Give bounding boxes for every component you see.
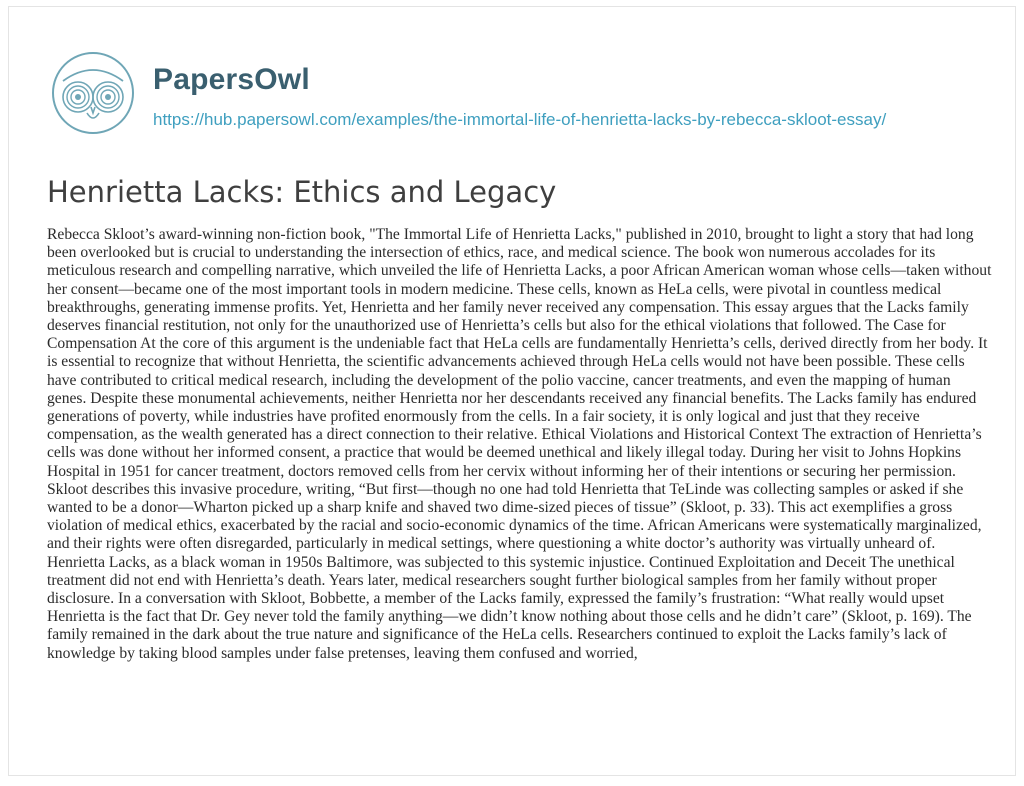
page-header: [47, 29, 1007, 169]
brand-name: PapersOwl: [153, 63, 310, 96]
essay-page: [8, 6, 1016, 776]
essay-body: Rebecca Skloot’s award-winning non-fiction book, "The Immortal Life of Henrietta Lacks," published in 2010, brought to light a story that had long been overlooked but is crucial to understanding the intersection of ethics, race, and medical science. The book won numerous accolades for its meticulous research and compelling narrative, which unveiled the life of Henrietta Lacks, a poor African American woman whose cells—taken without her consent—became one of the most important tools in modern medicine. These cells, known as HeLa cells, were pivotal in countless medical breakthroughs, generating immense profits. Yet, Henrietta and her family never received any compensation. This essay argues that the Lacks family deserves financial restitution, not only for the unauthorized use of Henrietta’s cells but also for the ethical violations that followed. The Case for Compensation At the core of this argument is the undeniable fact that HeLa cells are fundamentally Henrietta’s cells, derived directly from her body. It is essential to recognize that without Henrietta, the scientific advancements achieved through HeLa cells would not have been possible. These cells have contributed to critical medical research, including the development of the polio vaccine, cancer treatments, and even the mapping of human genes. Despite these monumental achievements, neither Henrietta nor her descendants received any financial benefits. The Lacks family has endured generations of poverty, while industries have profited enormously from the cells. In a fair society, it is only logical and just that they receive compensation, as the wealth generated has a direct connection to their relative. Ethical Violations and Historical Context The extraction of Henrietta’s cells was done without her informed consent, a practice that would be deemed unethical and likely illegal today. During her visit to Johns Hopkins Hospital in 1951 for cancer treatment, doctors removed cells from her cervix without informing her of their intentions or securing her permission. Skloot describes this invasive procedure, writing, “But first—though no one had told Henrietta that TeLinde was collecting samples or asked if she wanted to be a donor—Wharton picked up a sharp knife and shaved two dime-sized pieces of tissue” (Skloot, p. 33). This act exemplifies a gross violation of medical ethics, exacerbated by the racial and socio-economic dynamics of the time. African Americans were systematically marginalized, and their rights were often disregarded, particularly in medical settings, where questioning a white doctor’s authority was virtually unheard of. Henrietta Lacks, as a black woman in 1950s Baltimore, was subjected to this systemic injustice. Continued Exploitation and Deceit The unethical treatment did not end with Henrietta’s death. Years later, medical researchers sought further biological samples from her family without proper disclosure. In a conversation with Skloot, Bobbette, a member of the Lacks family, expressed the family’s frustration: “What really would upset Henrietta is the fact that Dr. Gey never told the family anything—we didn’t know nothing about those cells and he didn’t care” (Skloot, p. 169). The family remained in the dark about the true nature and significance of the HeLa cells. Researchers continued to exploit the Lacks family’s lack of knowledge by taking blood samples under false pretenses, leaving them confused and worried,: [47, 226, 992, 662]
source-url-link[interactable]: https://hub.papersowl.com/examples/the-immortal-life-of-henrietta-lacks-by-rebecca-skloot-essay/: [153, 110, 887, 129]
owl-logo-icon: [51, 51, 135, 135]
essay-title: Henrietta Lacks: Ethics and Legacy: [47, 175, 557, 209]
